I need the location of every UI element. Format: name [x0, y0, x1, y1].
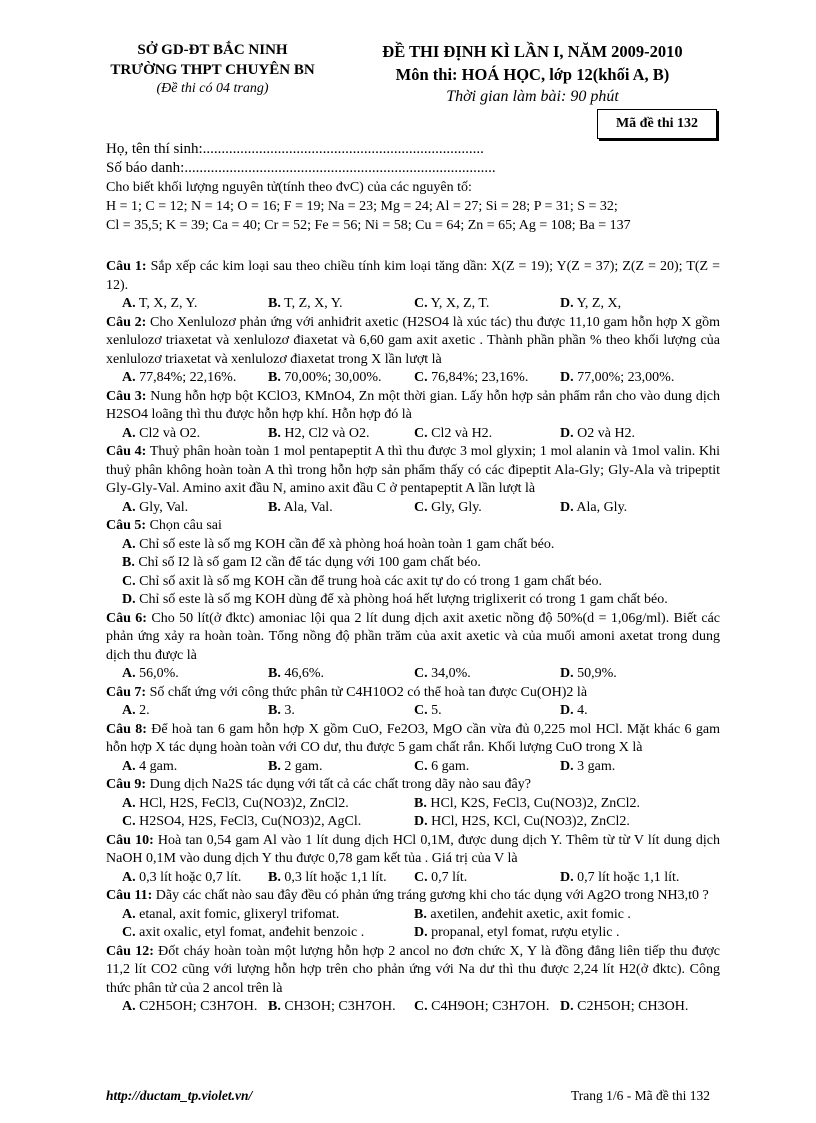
question-stem — [106, 721, 720, 758]
option-text: Gly, Val. — [135, 499, 189, 515]
question-stem — [106, 776, 720, 795]
option-text: Ala, Gly. — [573, 499, 628, 515]
option-letter: D. — [560, 370, 574, 385]
option-letter: C. — [414, 425, 428, 441]
answer-option-b — [268, 758, 414, 777]
option-letter: D. — [560, 703, 574, 718]
option-text: 0,7 lít. — [427, 869, 468, 885]
question-label: Câu 7: — [106, 684, 147, 700]
question-stem — [106, 258, 720, 295]
answer-option-c — [414, 665, 560, 684]
answer-option-b — [414, 906, 714, 925]
option-letter: A. — [122, 370, 136, 385]
answer-option-c — [414, 758, 560, 777]
school-name: TRƯỜNG THPT CHUYÊN BN — [110, 62, 315, 78]
option-text: 77,00%; 23,00%. — [573, 370, 675, 385]
option-text: Gly, Gly. — [427, 499, 482, 515]
question-text: Đốt cháy hoàn toàn một lượng hỗn hợp 2 ancol no đơn chức X, Y là đồng đẳng liên tiếp thu được 11,2 lít CO2 cũng với lượng hỗn hợp trên cho phản ứng với Na dư thì thu được 2,24 lít H2(ở đktc). Công thức phân tử của 2 ancol trên là — [106, 943, 721, 996]
question-stem — [106, 388, 720, 425]
answer-option-c — [414, 425, 560, 444]
option-letter: C. — [122, 814, 136, 829]
option-text: HCl, H2S, FeCl3, Cu(NO3)2, ZnCl2. — [135, 795, 349, 811]
option-text: 34,0%. — [427, 666, 471, 681]
answer-option-a — [122, 665, 268, 684]
answer-options — [106, 295, 720, 314]
option-letter: D. — [560, 296, 574, 311]
option-text: 56,0%. — [135, 666, 179, 681]
question-text: Cho 50 lít(ở đktc) amoniac lội qua 2 lít dung dịch axit axetic nồng độ 50%(d = 1,06g/ml). Biết các phản ứng xảy ra hoàn toàn. Tổng nồng độ phần trăm của axit axetic và của muối amoni axetat trong dung dịch thu được là — [106, 610, 720, 663]
option-letter: D. — [122, 592, 136, 607]
option-letter: B. — [122, 555, 135, 570]
answer-option-c — [414, 869, 560, 888]
question-label: Câu 2: — [106, 314, 147, 330]
answer-option-d — [560, 998, 706, 1017]
option-text: T, X, Z, Y. — [135, 296, 198, 311]
answer-option-c — [414, 369, 560, 388]
option-text: etanal, axit fomic, glixeryl trifomat. — [135, 906, 340, 922]
answer-option-d — [560, 369, 706, 388]
question-6 — [106, 610, 720, 684]
option-text: C2H5OH; C3H7OH. — [135, 999, 258, 1014]
option-letter: A. — [122, 758, 136, 774]
option-text: Y, Z, X, — [573, 296, 622, 311]
option-text: Chỉ số I2 là số gam I2 cần để tác dụng với 100 gam chất béo. — [134, 555, 481, 570]
option-letter: B. — [268, 999, 281, 1014]
answer-option-b — [268, 295, 414, 314]
answer-option-d — [560, 499, 706, 518]
question-stem — [106, 610, 720, 666]
answer-option-d — [560, 425, 706, 444]
question-label: Câu 5: — [106, 518, 147, 533]
answer-options — [106, 536, 720, 610]
pages-note: (Đề thi có 04 trang) — [156, 81, 269, 96]
option-text: Cl2 và H2. — [427, 425, 493, 441]
question-4 — [106, 443, 720, 517]
answer-option-b — [268, 869, 414, 888]
question-text: Số chất ứng với công thức phân tử C4H10O2 có thể hoà tan được Cu(OH)2 là — [146, 684, 588, 700]
answer-options — [106, 499, 720, 518]
answer-option-a — [122, 795, 414, 814]
question-5 — [106, 517, 720, 610]
option-text: C2H5OH; CH3OH. — [573, 999, 689, 1014]
question-8 — [106, 721, 720, 777]
answer-option-a — [122, 702, 268, 721]
question-10 — [106, 832, 720, 888]
question-11 — [106, 887, 720, 943]
option-text: 76,84%; 23,16%. — [427, 370, 529, 385]
option-text: 4. — [573, 703, 588, 718]
answer-option-a — [122, 998, 268, 1017]
option-text: 77,84%; 22,16%. — [135, 370, 237, 385]
option-letter: B. — [268, 666, 281, 681]
question-text: Dung dịch Na2S tác dụng với tất cả các chất trong dãy nào sau đây? — [146, 777, 531, 792]
answer-options — [106, 758, 720, 777]
option-letter: B. — [268, 758, 281, 774]
atomic-mass-intro: Cho biết khối lượng nguyên tử(tính theo đvC) của các nguyên tố: — [106, 180, 472, 195]
department-name: SỞ GD-ĐT BẮC NINH — [137, 42, 288, 58]
answer-options — [106, 702, 720, 721]
answer-option-c — [122, 813, 414, 832]
answer-option-b — [268, 499, 414, 518]
option-text: Chỉ số axit là số mg KOH cần để trung hoà các axit tự do có trong 1 gam chất béo. — [135, 573, 602, 589]
exam-time: Thời gian làm bài: 90 phút — [446, 88, 619, 105]
option-text: 0,3 lít hoặc 0,7 lít. — [135, 869, 242, 885]
option-letter: B. — [268, 370, 281, 385]
option-text: Ala, Val. — [280, 499, 333, 515]
option-text: T, Z, X, Y. — [280, 296, 343, 311]
option-letter: B. — [268, 703, 281, 718]
answer-option-d — [414, 924, 714, 943]
question-stem — [106, 832, 720, 869]
answer-option-a — [122, 295, 268, 314]
question-9 — [106, 776, 720, 832]
option-letter: D. — [560, 758, 574, 774]
option-letter: A. — [122, 703, 136, 718]
option-letter: A. — [122, 296, 136, 311]
question-stem — [106, 943, 720, 999]
question-2 — [106, 314, 720, 388]
option-letter: B. — [268, 425, 281, 441]
option-letter: C. — [414, 999, 428, 1014]
question-label: Câu 8: — [106, 721, 147, 737]
question-text: Chọn câu sai — [146, 518, 222, 533]
answer-option-b — [268, 425, 414, 444]
answer-option-d — [560, 665, 706, 684]
question-text: Dãy các chất nào sau đây đều có phản ứng tráng gương khi cho tác dụng với Ag2O trong NH3,t0 ? — [152, 888, 709, 903]
footer-page-number: Trang 1/6 - Mã đề thi 132 — [571, 1088, 710, 1103]
option-letter: D. — [414, 814, 428, 829]
answer-option-d — [560, 869, 706, 888]
option-text: C4H9OH; C3H7OH. — [427, 999, 550, 1014]
question-7 — [106, 684, 720, 721]
option-letter: A. — [122, 499, 136, 515]
option-letter: A. — [122, 869, 136, 885]
option-letter: C. — [122, 573, 136, 589]
candidate-name-line: Họ, tên thí sinh:........................................................................... — [106, 141, 484, 157]
option-letter: A. — [122, 906, 136, 922]
option-letter: D. — [560, 869, 574, 885]
option-text: 2 gam. — [280, 758, 323, 774]
option-letter: D. — [560, 666, 574, 681]
answer-option-a — [122, 906, 414, 925]
answer-option-b — [268, 369, 414, 388]
option-letter: C. — [414, 869, 428, 885]
answer-options — [106, 425, 720, 444]
option-letter: B. — [414, 795, 427, 811]
option-text: 2. — [135, 703, 150, 718]
answer-options — [106, 665, 720, 684]
question-text: Nung hỗn hợp bột KClO3, KMnO4, Zn một thời gian. Lấy hỗn hợp sản phẩm rắn cho vào dung dịch H2SO4 loãng thì thu được hỗn hợp khí. Hỗn hợp đó là — [106, 388, 720, 422]
option-text: Chỉ số este là số mg KOH dùng để xà phòng hoá hết lượng triglixerit có trong 1 gam chất béo. — [135, 592, 668, 607]
header-right — [340, 40, 725, 108]
question-label: Câu 12: — [106, 943, 154, 959]
answer-options — [106, 795, 720, 832]
answer-option-a — [122, 369, 268, 388]
option-letter: A. — [122, 425, 136, 441]
option-text: axetilen, anđehit axetic, axit fomic . — [426, 906, 631, 922]
question-label: Câu 11: — [106, 888, 153, 903]
option-letter: A. — [122, 795, 136, 811]
answer-options — [106, 369, 720, 388]
question-label: Câu 6: — [106, 610, 147, 626]
answer-options — [106, 906, 720, 943]
option-text: HCl, H2S, KCl, Cu(NO3)2, ZnCl2. — [427, 814, 630, 829]
option-text: 0,3 lít hoặc 1,1 lít. — [280, 869, 387, 885]
answer-option-b — [268, 998, 414, 1017]
option-letter: C. — [122, 925, 136, 940]
option-text: H2SO4, H2S, FeCl3, Cu(NO3)2, AgCl. — [135, 814, 362, 829]
question-12 — [106, 943, 720, 1017]
answer-option-b — [122, 554, 720, 573]
answer-option-d — [414, 813, 714, 832]
question-label: Câu 4: — [106, 444, 147, 459]
question-3 — [106, 388, 720, 444]
question-text: Thuỷ phân hoàn toàn 1 mol pentapeptit A thì thu được 3 mol glyxin; 1 mol alanin và 1mol valin. Khi thuỷ phân không hoàn toàn A thì trong hỗn hợp sản phẩm thấy có các đipeptit Ala-Gly; Gly-Ala và tripeptit Gly-Gly-Val. Amino axit đầu N, amino axit đầu C ở pentapeptit A lần lượt là — [106, 444, 720, 496]
option-letter: D. — [560, 499, 574, 515]
atomic-mass-line-1: H = 1; C = 12; N = 14; O = 16; F = 19; Na = 23; Mg = 24; Al = 27; Si = 28; P = 31; S = 32; — [106, 199, 618, 214]
exam-code-box: Mã đề thi 132 — [597, 109, 717, 139]
question-list — [106, 258, 720, 1017]
header-left — [105, 40, 320, 98]
question-label: Câu 9: — [106, 777, 147, 792]
question-text: Sắp xếp các kim loại sau theo chiều tính kim loại tăng dần: X(Z = 19); Y(Z = 37); Z(Z = 20); T(Z = 12). — [106, 259, 720, 293]
candidate-info — [106, 140, 726, 235]
option-letter: C. — [414, 666, 428, 681]
atomic-mass-line-2: Cl = 35,5; K = 39; Ca = 40; Cr = 52; Fe = 56; Ni = 58; Cu = 64; Zn = 65; Ag = 108; Ba = 137 — [106, 218, 631, 233]
option-letter: C. — [414, 499, 428, 515]
question-text: Cho Xenlulozơ phản ứng với anhiđrit axetic (H2SO4 là xúc tác) thu được 11,10 gam hỗn hợp X gồm xenlulozơ triaxetat và xenlulozơ điaxetat và 6,60 gam axit axetic . Thành phần phần % theo khối lượng của xenlulozơ triaxetat và xenlulozơ điaxetat trong X lần lượt là — [106, 314, 720, 367]
option-text: 70,00%; 30,00%. — [280, 370, 382, 385]
option-text: 3. — [280, 703, 295, 718]
question-stem — [106, 684, 720, 703]
question-text: Để hoà tan 6 gam hỗn hợp X gồm CuO, Fe2O3, MgO cần vừa đủ 0,225 mol HCl. Mặt khác 6 gam hỗn hợp X tác dụng hoàn toàn với CO dư, thu được 5 gam chất rắn. Khối lượng CuO trong X là — [106, 721, 720, 755]
question-stem — [106, 517, 720, 536]
option-letter: A. — [122, 536, 136, 552]
question-label: Câu 10: — [106, 832, 154, 848]
answer-option-c — [122, 924, 414, 943]
option-text: 0,7 lít hoặc 1,1 lít. — [573, 869, 680, 885]
answer-option-b — [268, 702, 414, 721]
question-label: Câu 1: — [106, 259, 147, 274]
question-stem — [106, 314, 720, 370]
answer-option-c — [414, 295, 560, 314]
option-letter: B. — [268, 499, 281, 515]
answer-option-c — [414, 702, 560, 721]
answer-options — [106, 998, 720, 1017]
footer-url: http://ductam_tp.violet.vn/ — [106, 1088, 253, 1103]
option-letter: D. — [560, 425, 574, 441]
option-letter: A. — [122, 999, 136, 1014]
option-text: 4 gam. — [135, 758, 178, 774]
answer-option-d — [560, 295, 706, 314]
question-1 — [106, 258, 720, 314]
option-letter: A. — [122, 666, 136, 681]
question-label: Câu 3: — [106, 388, 147, 404]
exam-subject: Môn thi: HOÁ HỌC, lớp 12(khối A, B) — [395, 65, 670, 84]
option-letter: C. — [414, 703, 428, 718]
answer-option-c — [414, 998, 560, 1017]
option-text: axit oxalic, etyl fomat, anđehit benzoic . — [135, 925, 365, 940]
option-text: Y, X, Z, T. — [427, 296, 490, 311]
option-letter: B. — [268, 296, 281, 311]
option-text: 46,6%. — [280, 666, 325, 681]
answer-option-a — [122, 758, 268, 777]
exam-title: ĐỀ THI ĐỊNH KÌ LẦN I, NĂM 2009-2010 — [382, 42, 683, 61]
option-text: propanal, etyl fomat, rượu etylic . — [427, 925, 620, 940]
answer-option-a — [122, 869, 268, 888]
answer-option-b — [268, 665, 414, 684]
answer-option-d — [122, 591, 720, 610]
answer-option-a — [122, 425, 268, 444]
answer-option-d — [560, 758, 706, 777]
question-text: Hoà tan 0,54 gam Al vào 1 lít dung dịch HCl 0,1M, được dung dịch Y. Thêm từ từ V lít dung dịch NaOH 0,1M vào dung dịch Y thu được 0,78 gam kết tủa . Giá trị của V là — [106, 832, 720, 866]
option-text: 5. — [427, 703, 442, 718]
option-text: 50,9%. — [573, 666, 617, 681]
answer-option-a — [122, 499, 268, 518]
answer-option-c — [414, 499, 560, 518]
option-letter: C. — [414, 758, 428, 774]
option-text: 3 gam. — [573, 758, 616, 774]
option-text: Cl2 và O2. — [135, 425, 201, 441]
question-stem — [106, 887, 720, 906]
option-letter: C. — [414, 370, 428, 385]
option-text: H2, Cl2 và O2. — [280, 425, 370, 441]
option-text: O2 và H2. — [573, 425, 636, 441]
answer-option-a — [122, 536, 720, 555]
answer-option-c — [122, 573, 720, 592]
option-letter: C. — [414, 296, 428, 311]
option-text: CH3OH; C3H7OH. — [280, 999, 396, 1014]
answer-options — [106, 869, 720, 888]
option-letter: D. — [414, 925, 428, 940]
question-stem — [106, 443, 720, 499]
answer-option-b — [414, 795, 714, 814]
option-letter: B. — [268, 869, 281, 885]
option-letter: D. — [560, 999, 574, 1014]
option-text: 6 gam. — [427, 758, 470, 774]
option-text: Chỉ số este là số mg KOH cần để xà phòng hoá hoàn toàn 1 gam chất béo. — [135, 536, 555, 552]
answer-option-d — [560, 702, 706, 721]
option-letter: B. — [414, 906, 427, 922]
candidate-id-line: Số báo danh:................................................................................... — [106, 160, 496, 176]
option-text: HCl, K2S, FeCl3, Cu(NO3)2, ZnCl2. — [426, 795, 640, 811]
